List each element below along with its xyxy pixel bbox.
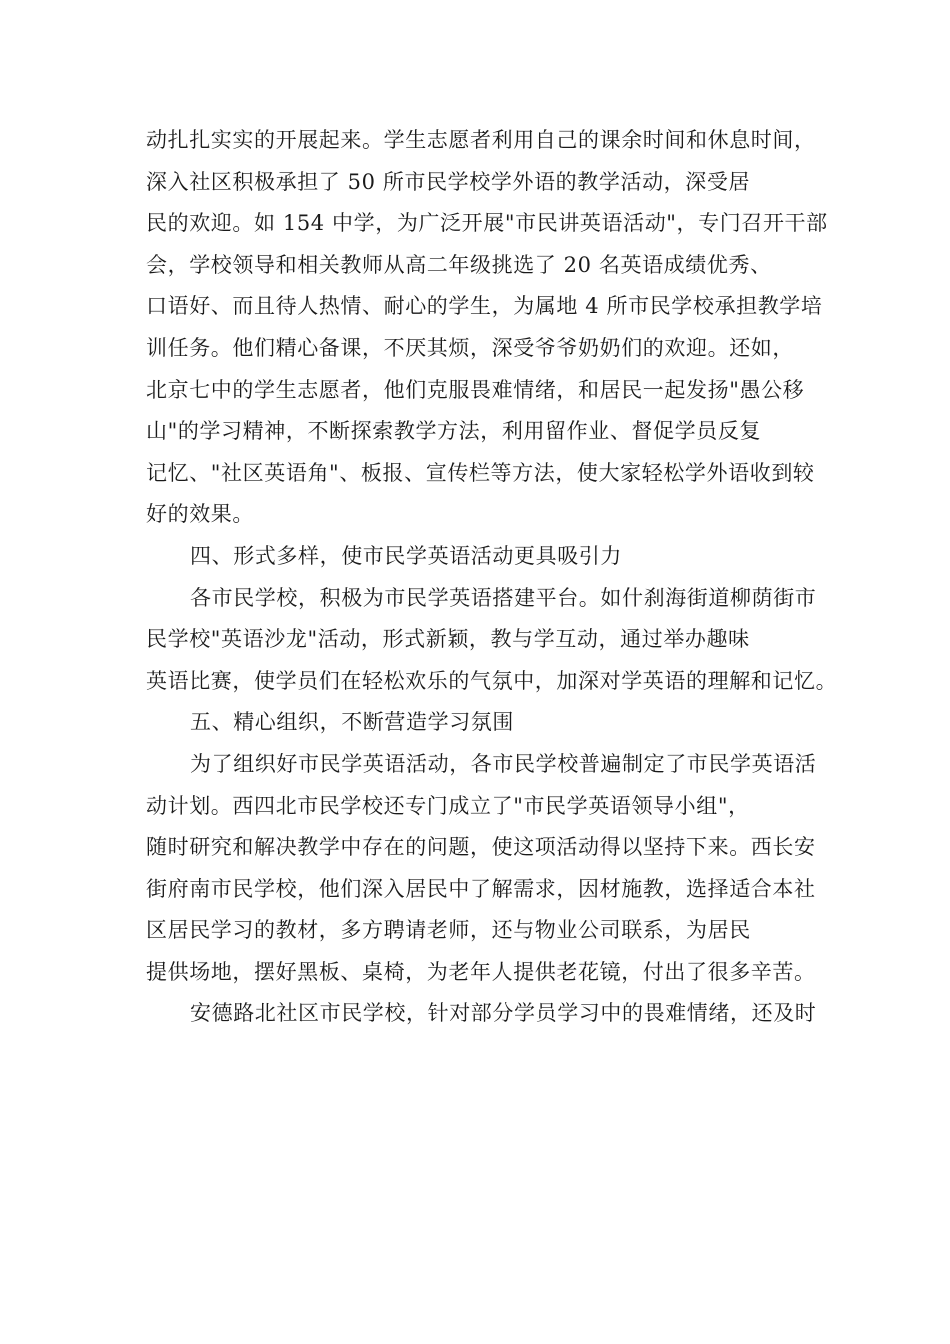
text-line: 深入社区积极承担了 50 所市民学校学外语的教学活动，深受居 [146, 169, 751, 194]
text-line: 北京七中的学生志愿者，他们克服畏难情绪，和居民一起发扬"愚公移 [146, 377, 805, 402]
text-line: 山"的学习精神，不断探索教学方法，利用留作业、督促学员反复 [146, 419, 762, 444]
text-line: 民学校"英语沙龙"活动，形式新颖，教与学互动，通过举办趣味 [146, 627, 750, 652]
section-heading-4: 四、形式多样，使市民学英语活动更具吸引力 [190, 543, 622, 568]
text-line: 随时研究和解决教学中存在的问题，使这项活动得以坚持下来。西长安 [146, 835, 816, 860]
text-line: 口语好、而且待人热情、耐心的学生，为属地 4 所市民学校承担教学培 [146, 294, 823, 319]
text-line: 街府南市民学校，他们深入居民中了解需求，因材施教，选择适合本社 [146, 876, 816, 901]
text-line: 会，学校领导和相关教师从高二年级挑选了 20 名英语成绩优秀、 [146, 252, 772, 277]
text-line: 记忆、"社区英语角"、板报、宣传栏等方法，使大家轻松学外语收到较 [146, 460, 815, 485]
paragraph-start: 为了组织好市民学英语活动，各市民学校普遍制定了市民学英语活 [190, 751, 817, 776]
text-line: 动扎扎实实的开展起来。学生志愿者利用自己的课余时间和休息时间， [146, 128, 816, 152]
text-line: 提供场地，摆好黑板、桌椅，为老年人提供老花镜，付出了很多辛苦。 [146, 959, 816, 984]
paragraph-start: 安德路北社区市民学校，针对部分学员学习中的畏难情绪，还及时 [190, 1001, 817, 1026]
text-line: 区居民学习的教材，多方聘请老师，还与物业公司联系，为居民 [146, 918, 751, 943]
paragraph-start: 各市民学校，积极为市民学英语搭建平台。如什刹海街道柳荫街市 [190, 585, 817, 610]
text-line: 动计划。西四北市民学校还专门成立了"市民学英语领导小组"， [146, 793, 750, 818]
text-line: 英语比赛，使学员们在轻松欢乐的气氛中，加深对学英语的理解和记忆。 [146, 668, 838, 693]
body-text [146, 120, 838, 1035]
text-line: 民的欢迎。如 154 中学，为广泛开展"市民讲英语活动"，专门召开干部 [146, 211, 828, 236]
text-line: 训任务。他们精心备课，不厌其烦，深受爷爷奶奶们的欢迎。还如， [146, 335, 794, 360]
section-heading-5: 五、精心组织，不断营造学习氛围 [190, 710, 514, 735]
text-line: 好的效果。 [146, 502, 254, 527]
